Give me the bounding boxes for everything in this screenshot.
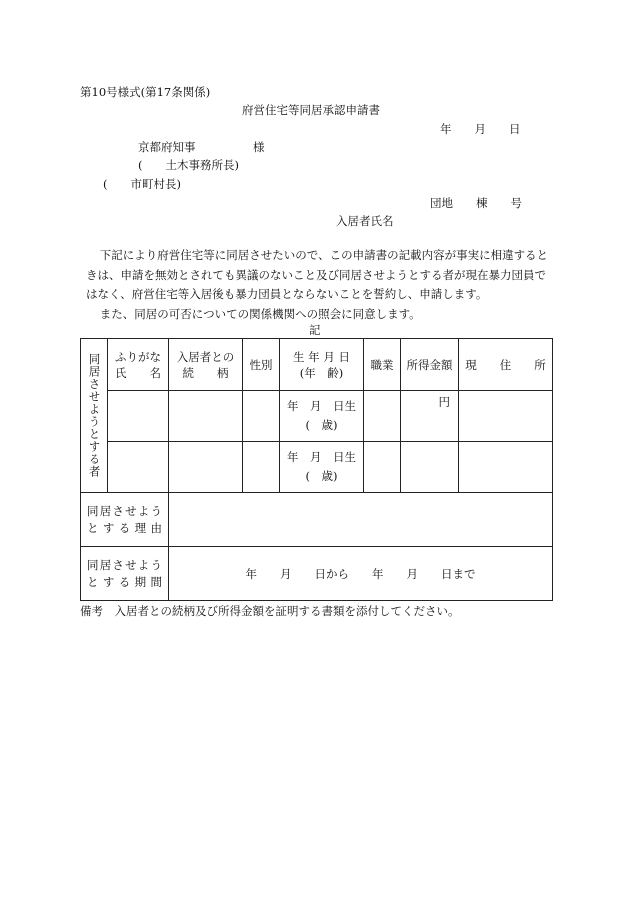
header-job: 職業	[364, 339, 401, 391]
cell-name[interactable]	[108, 391, 169, 442]
cell-birth[interactable]	[280, 442, 364, 493]
body-text	[86, 246, 556, 324]
cell-address[interactable]	[459, 442, 553, 493]
reason-field[interactable]	[169, 493, 553, 547]
addressee-governor: 京都府知事 様	[138, 140, 265, 154]
ki-label: 記	[309, 323, 321, 337]
cell-gender[interactable]	[243, 391, 280, 442]
header-relation	[169, 339, 243, 391]
form-number: 第10号様式(第17条関係)	[80, 85, 211, 99]
header-birth-1: 生 年 月 日	[293, 349, 350, 364]
reason-label	[81, 493, 169, 547]
page-title: 府営住宅等同居承認申請書	[242, 103, 380, 117]
date-line: 年 月 日	[440, 122, 521, 136]
cell-income[interactable]	[401, 442, 459, 493]
birth-date-text: 年 月 日生	[287, 399, 356, 413]
table-row	[81, 442, 553, 493]
period-label-2: とする期間	[87, 574, 162, 589]
resident-name-label: 入居者氏名	[336, 214, 394, 228]
cell-relation[interactable]	[169, 442, 243, 493]
cell-name[interactable]	[108, 442, 169, 493]
body-paragraph: 下記により府営住宅等に同居させたいので、この申請書の記載内容が事実に相違するときは、申請を無効とされても異議のないこと及び同居させようとする者が現在暴力団員ではなく、府営住宅等入居後も暴力団員とならないことを誓約し、申請します。	[86, 248, 549, 301]
cell-job[interactable]	[364, 391, 401, 442]
cell-birth[interactable]	[280, 391, 364, 442]
cell-income[interactable]	[401, 391, 459, 442]
period-label	[81, 547, 169, 601]
header-name	[108, 339, 169, 391]
period-label-1: 同居させよう	[87, 557, 162, 572]
reason-label-1: 同居させよう	[87, 503, 162, 518]
header-gender: 性別	[243, 339, 280, 391]
header-income: 所得金額	[401, 339, 459, 391]
cell-relation[interactable]	[169, 391, 243, 442]
header-name-kana: ふりがな	[115, 349, 161, 364]
header-relation-1: 入居者との	[176, 349, 235, 364]
body-paragraph: また、同居の可否についての関係機関への照会に同意します。	[99, 306, 421, 321]
header-birth-2: (年 齢)	[299, 365, 344, 380]
cell-address[interactable]	[459, 391, 553, 442]
cell-job[interactable]	[364, 442, 401, 493]
cell-gender[interactable]	[243, 442, 280, 493]
remarks: 備考 入居者との続柄及び所得金額を証明する書類を添付してください。	[80, 604, 460, 618]
address-line: 団地 棟 号	[430, 196, 522, 210]
row-header-cohabitant: 同居させようとする者	[81, 339, 108, 493]
cohabitant-table	[80, 338, 553, 601]
period-field[interactable]: 年 月 日から 年 月 日まで	[169, 547, 553, 601]
addressee-municipality: ( 市町村長)	[103, 177, 181, 191]
table-row	[81, 391, 553, 442]
age-text: ( 歳)	[305, 418, 338, 432]
header-name-main: 氏 名	[115, 365, 161, 380]
header-birth	[280, 339, 364, 391]
reason-label-2: とする理由	[87, 520, 162, 535]
header-relation-2: 続 柄	[182, 365, 229, 380]
birth-date-text: 年 月 日生	[287, 450, 356, 464]
addressee-office: ( 土木事務所長)	[138, 158, 239, 172]
yen-unit: 円	[438, 395, 450, 409]
age-text: ( 歳)	[305, 469, 338, 483]
header-address: 現 住 所	[459, 339, 553, 391]
